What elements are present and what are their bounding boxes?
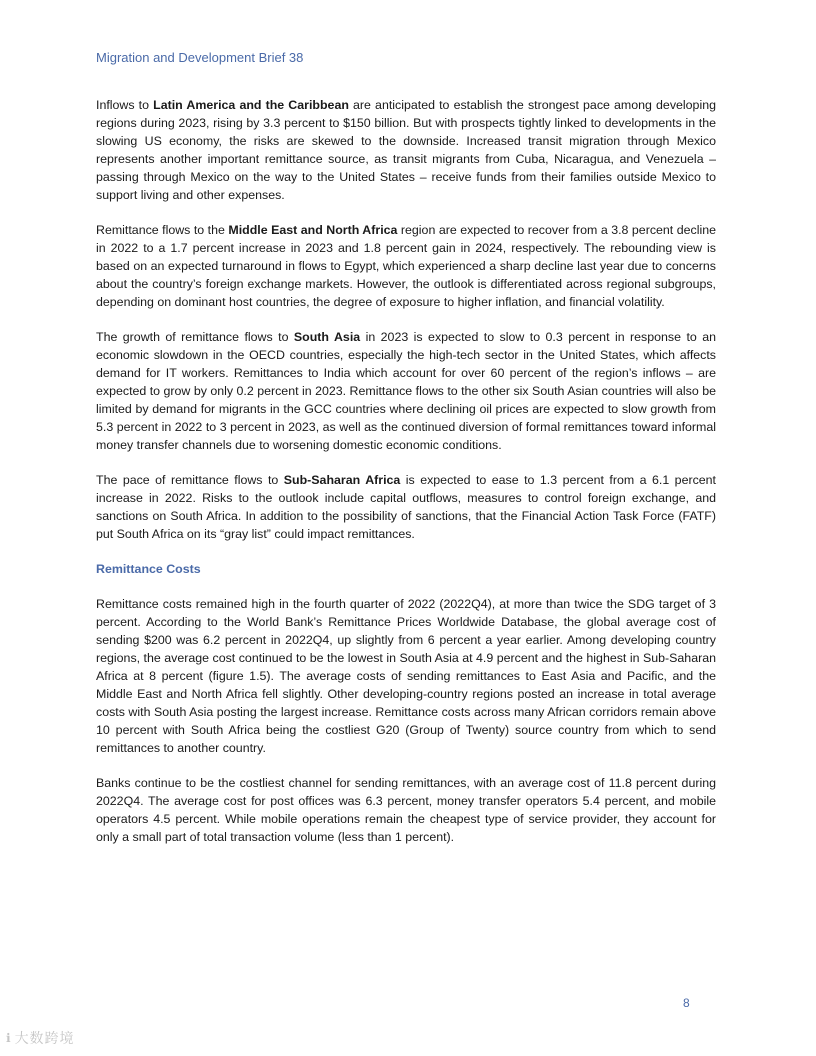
region-name: Latin America and the Caribbean <box>153 98 349 112</box>
watermark-text: 大数跨境 <box>14 1030 75 1046</box>
page-number: 8 <box>683 996 690 1010</box>
region-name: South Asia <box>293 330 361 344</box>
section-heading-remittance-costs: Remittance Costs <box>96 562 201 576</box>
paragraph-middle-east: Remittance flows to the Middle East and North Africa region are expected to recover from a 3.8 percent decline in 2022 to a 1.7 percent increase in 2023 and 1.8 percent gain in 2024, respectively. The rebounding view is based on an expected turnaround in flows to Egypt, which experienced a sharp decline last year due to concerns about the country’s foreign exchange markets. However, the outlook is differentiated across regional subgroups, depending on dominant host countries, the degree of exposure to higher inflation, and financial volatility. <box>96 223 716 309</box>
watermark <box>6 1028 75 1048</box>
running-header: Migration and Development Brief 38 <box>96 50 304 65</box>
region-name: Sub-Saharan Africa <box>283 473 401 487</box>
paragraph-remittance-costs: Remittance costs remained high in the fourth quarter of 2022 (2022Q4), at more than twice the SDG target of 3 percent. According to the World Bank’s Remittance Prices Worldwide Database, the global average cost of sending $200 was 6.2 percent in 2022Q4, up slightly from 6 percent a year earlier. Among developing country regions, the average cost continued to be the lowest in South Asia at 4.9 percent and the highest in Sub-Saharan Africa at 8 percent (figure 1.5). The average costs of sending remittances to East Asia and Pacific, and the Middle East and North Africa fell slightly. Other developing-country regions posted an increase in total average costs with South Asia posting the largest increase. Remittance costs across many African corridors remain above 10 percent with South Africa being the costliest G20 (Group of Twenty) source country from which to send remittances to another country. <box>96 597 716 755</box>
watermark-logo-icon: ℹ <box>6 1031 12 1045</box>
page-body <box>96 96 716 863</box>
paragraph-banks: Banks continue to be the costliest channel for sending remittances, with an average cost of 11.8 percent during 2022Q4. The average cost for post offices was 6.3 percent, money transfer operators 5.4 percent, and mobile operators 4.5 percent. While mobile operations remain the cheapest type of service provider, they account for only a small part of total transaction volume (less than 1 percent). <box>96 776 716 844</box>
paragraph-sub-saharan-africa: The pace of remittance flows to Sub-Saharan Africa is expected to ease to 1.3 percent from a 6.1 percent increase in 2022. Risks to the outlook include capital outflows, measures to control foreign exchange, and sanctions on South Africa. In addition to the possibility of sanctions, that the Financial Action Task Force (FATF) put South Africa on its “gray list” could impact remittances. <box>96 473 717 541</box>
paragraph-latin-america: Inflows to Latin America and the Caribbean are anticipated to establish the strongest pace among developing regions during 2023, rising by 3.3 percent to $150 billion. But with prospects tightly linked to developments in the slowing US economy, the risks are skewed to the downside. Increased transit migration through Mexico represents another important remittance source, as transit migrants from Cuba, Nicaragua, and Venezuela – passing through Mexico on the way to the United States – receive funds from their families outside Mexico to support living and other expenses. <box>96 98 716 202</box>
paragraph-south-asia: The growth of remittance flows to South Asia in 2023 is expected to slow to 0.3 percent in response to an economic slowdown in the OECD countries, especially the high-tech sector in the United States, which affects demand for IT workers. Remittances to India which account for over 60 percent of the region’s inflows – are expected to grow by only 0.2 percent in 2023. Remittance flows to the other six South Asian countries will also be limited by demand for migrants in the GCC countries where declining oil prices are expected to slow growth from 5.3 percent in 2022 to 3 percent in 2023, as well as the continued diversion of formal remittances toward informal money transfer channels due to worsening domestic economic conditions. <box>96 330 716 452</box>
region-name: Middle East and North Africa <box>228 223 398 237</box>
